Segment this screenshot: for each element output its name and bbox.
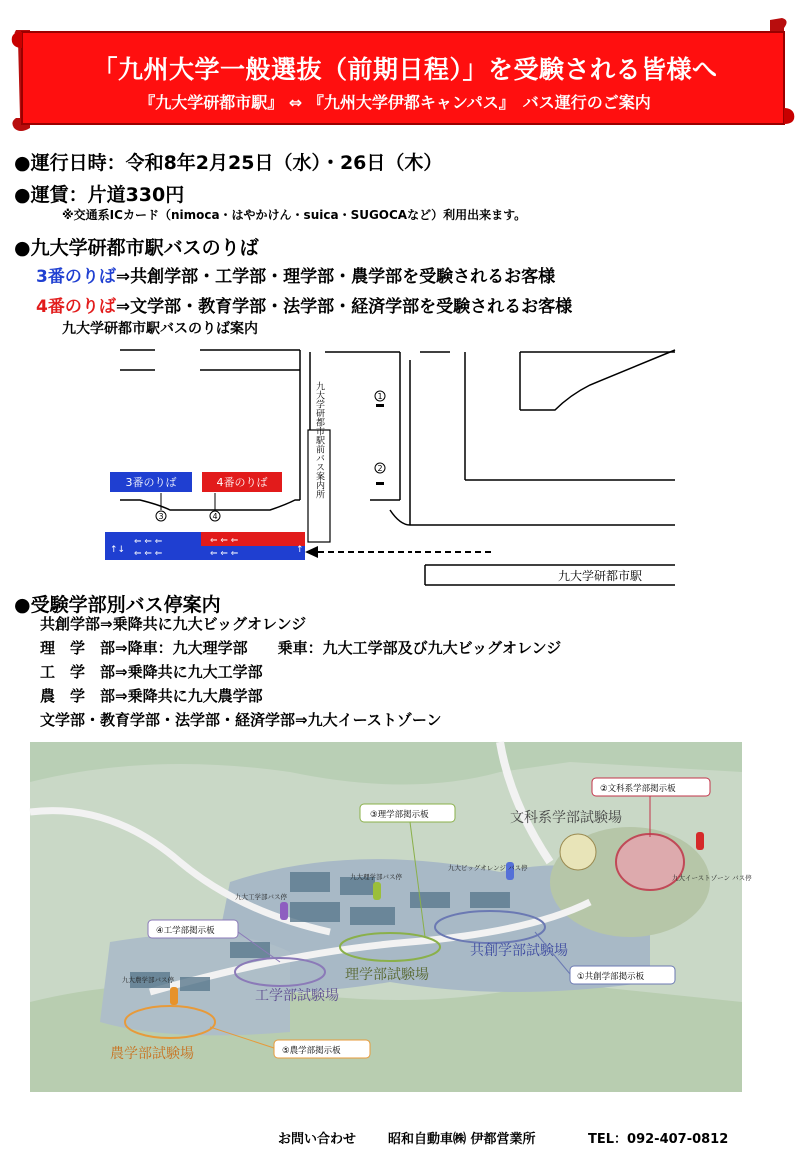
svg-text:↑↓: ↑↓ xyxy=(110,545,126,555)
svg-text:↑: ↑ xyxy=(296,545,304,555)
svg-text:⇐ ⇐ ⇐: ⇐ ⇐ ⇐ xyxy=(210,549,239,559)
faculty-row-kyoso: 共創学部⇒乗降共に九大ビッグオレンジ xyxy=(40,615,307,633)
venue-kyoso-label: 共創学部試験場 xyxy=(470,943,568,959)
svg-text:⇐ ⇐ ⇐: ⇐ ⇐ ⇐ xyxy=(134,537,163,547)
station-map-caption: 九大学研都市駅バスのりば案内 xyxy=(62,321,258,337)
bus-stop-rigaku-pin xyxy=(373,882,381,900)
station-map xyxy=(100,340,680,590)
station-name: 九大学研都市駅 xyxy=(557,569,643,583)
venue-rigaku-label: 理学部試験場 xyxy=(345,967,429,983)
bus-stop-rigaku-label: 九大理学部バス停 xyxy=(350,873,402,881)
stop4-line xyxy=(36,292,572,317)
venue-kogaku-label: 工学部試験場 xyxy=(255,988,339,1004)
callout-kogaku: ④工学部掲示板 xyxy=(156,926,215,936)
bus-stop-kogaku-pin xyxy=(280,902,288,920)
venue-nogaku-label: 農学部試験場 xyxy=(110,1046,194,1062)
stop3-sign-text: 3番のりば xyxy=(125,476,177,489)
bus-stop-bigorange-label: 九大ビッグオレンジ バス停 xyxy=(448,864,528,872)
callout-nogaku: ⑤農学部掲示板 xyxy=(282,1046,341,1056)
footer-tel: TEL：092-407-0812 xyxy=(588,1132,729,1147)
stop3-text: ⇒共創学部・工学部・理学部・農学部を受験されるお客様 xyxy=(115,267,556,287)
bus-stop-nogaku-label: 九大農学部バス停 xyxy=(122,976,174,984)
footer-company: 昭和自動車㈱ 伊都営業所 xyxy=(388,1132,536,1147)
venue-bunka-label: 文科系学部試験場 xyxy=(510,810,622,826)
callout-kyoso: ①共創学部掲示板 xyxy=(577,972,645,982)
banner-title: 「九州大学一般選抜（前期日程）」を受験される皆様へ xyxy=(92,55,718,84)
faculty-row-kogaku: 工 学 部⇒乗降共に九大工学部 xyxy=(40,663,263,681)
callout-rigaku: ③理学部掲示板 xyxy=(370,810,429,820)
banner-subtitle: 『九大学研都市駅』 ⇔ 『九州大学伊都キャンパス』 バス運行のご案内 xyxy=(139,93,651,112)
marker-4-text: 4 xyxy=(212,512,218,521)
bus-stop-east-label: 九大イーストゾーン バス停 xyxy=(672,874,752,882)
svg-text:⇐ ⇐ ⇐: ⇐ ⇐ ⇐ xyxy=(210,536,239,546)
campus-map xyxy=(30,742,752,1092)
marker-3-text: 3 xyxy=(158,512,164,521)
fare-line: ●運賃：片道330円 xyxy=(14,184,185,206)
schedule-line: ●運行日時：令和8年2月25日（水）・26日（木） xyxy=(14,152,443,174)
marker-1-text: 1 xyxy=(377,392,383,401)
info-center-label: 九大学研都市駅前バス案内所 xyxy=(314,381,324,499)
stops-heading: ●九大学研都市駅バスのりば xyxy=(14,237,259,259)
bus-stop-east-pin xyxy=(696,832,704,850)
marker-2-text: 2 xyxy=(377,464,383,473)
stop4-sign-text: 4番のりば xyxy=(216,476,268,489)
faculty-row-nogaku: 農 学 部⇒乗降共に九大農学部 xyxy=(40,687,263,705)
stop4-label: 4番のりば xyxy=(36,297,116,317)
faculty-row-humanities: 文学部・教育学部・法学部・経済学部⇒九大イーストゾーン xyxy=(40,711,442,729)
ic-card-note: ※交通系ICカード（nimoca・はやかけん・suica・SUGOCAなど）利用出来ます。 xyxy=(62,208,527,222)
faculty-row-rigaku: 理 学 部⇒降車：九大理学部 乗車：九大工学部及び九大ビッグオレンジ xyxy=(40,639,562,657)
faculty-guide-heading: ●受験学部別バス停案内 xyxy=(14,594,221,616)
svg-text:⇐ ⇐ ⇐: ⇐ ⇐ ⇐ xyxy=(134,549,163,559)
bus-stop-nogaku-pin xyxy=(170,987,178,1005)
bus-stop-kogaku-label: 九大工学部バス停 xyxy=(235,893,287,901)
callout-bunka: ②文科系学部掲示板 xyxy=(600,784,676,794)
stop3-label: 3番のりば xyxy=(36,267,116,287)
stop3-line xyxy=(36,262,555,287)
footer-contact: お問い合わせ xyxy=(278,1132,357,1147)
stop4-text: ⇒文学部・教育学部・法学部・経済学部を受験されるお客様 xyxy=(115,297,573,317)
